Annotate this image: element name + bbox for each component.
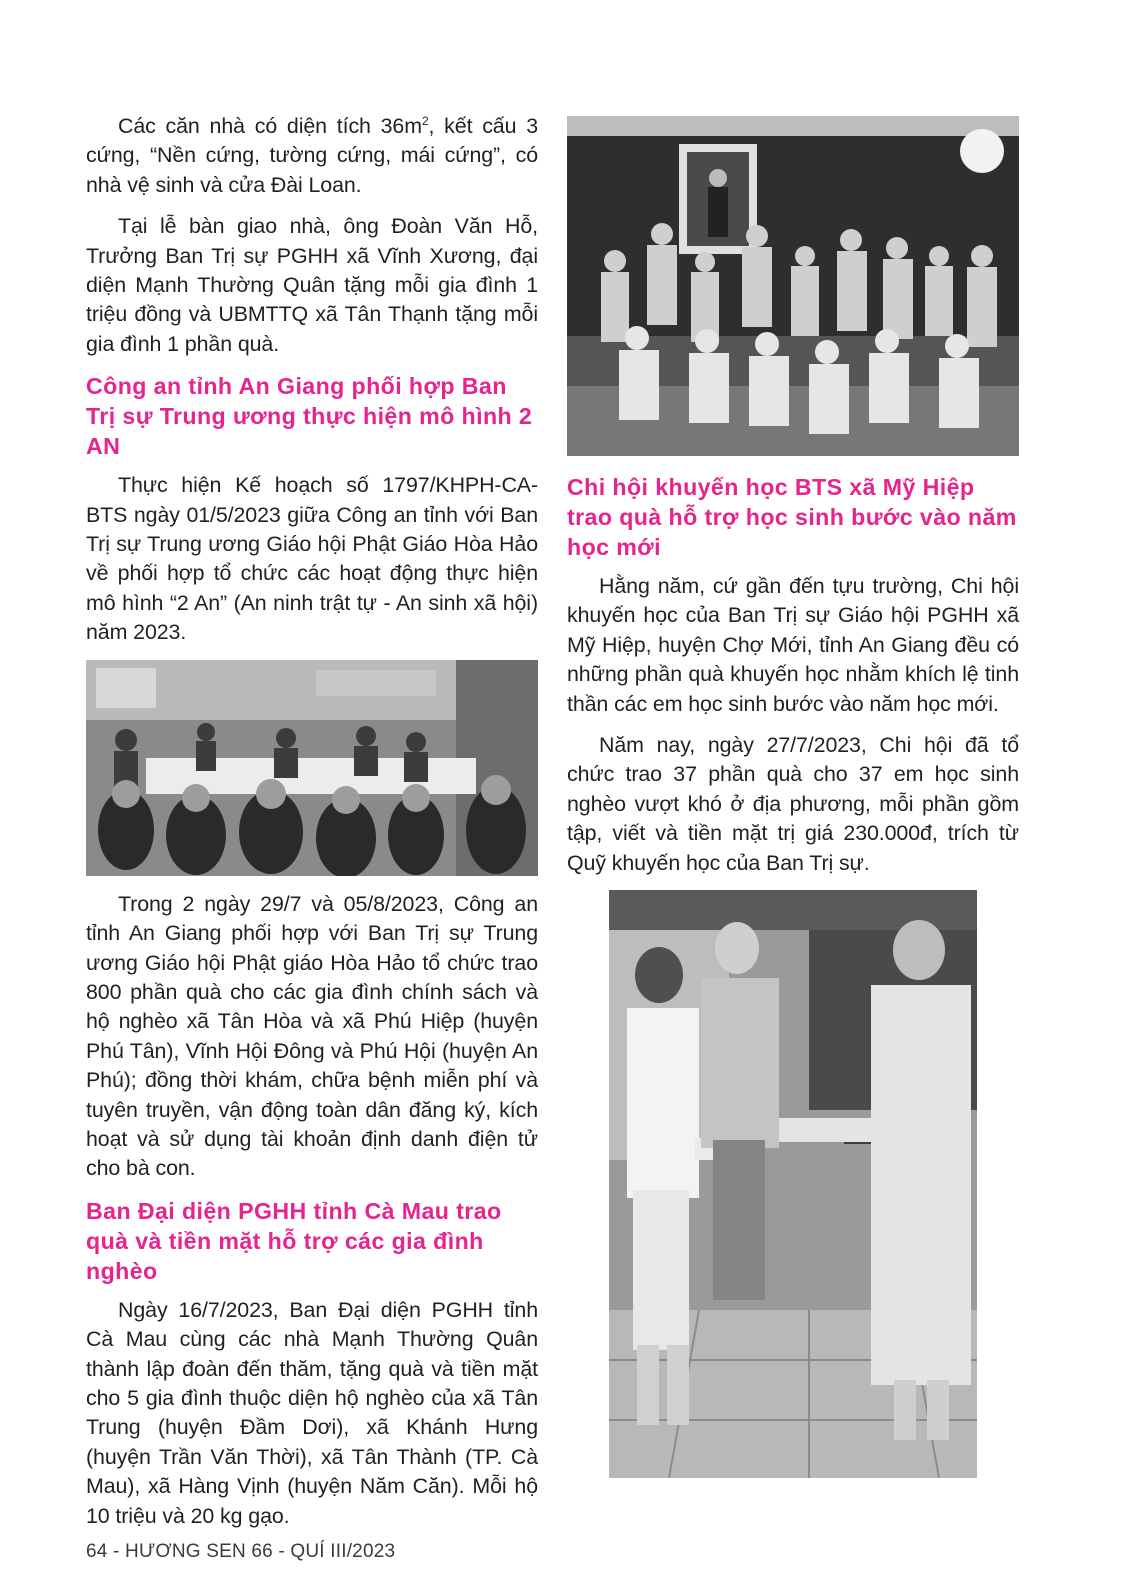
paragraph-plan: Thực hiện Kế hoạch số 1797/KHPH-CA-BTS ngày 01/5/2023 giữa Công an tỉnh với Ban Trị sự Trung ương Giáo hội Phật Giáo Hòa Hảo về phối hợp tổ chức các hoạt động thực hiện mô hình “2 An” (An ninh trật tự - An sinh xã hội) năm 2023. <box>86 473 538 645</box>
photo-gift-event <box>86 660 538 876</box>
heading-police-2an: Công an tỉnh An Giang phối hợp Ban Trị sự Trung ương thực hiện mô hình 2 AN <box>86 373 533 460</box>
heading-ca-mau: Ban Đại diện PGHH tỉnh Cà Mau trao quà và tiền mặt hỗ trợ các gia đình nghèo <box>86 1197 502 1284</box>
superscript: 2 <box>421 113 429 128</box>
photo-group <box>567 116 1019 456</box>
page-footer: 64 - HƯƠNG SEN 66 - QUÍ III/2023 <box>86 1541 396 1562</box>
paragraph-house-area <box>86 112 538 200</box>
paragraph-annual: Hằng năm, cứ gần đến tựu trường, Chi hội khuyến học của Ban Trị sự Giáo hội PGHH xã Mỹ Hiệp, huyện Chợ Mới, tỉnh An Giang đều có những phần quà khuyến học nhằm khích lệ tinh thần các em học sinh bước vào năm học mới. <box>567 574 1019 716</box>
right-column <box>567 112 1019 1478</box>
paragraph-this-year: Năm nay, ngày 27/7/2023, Chi hội đã tổ chức trao 37 phần quà cho 37 em học sinh nghèo vượt khó ở địa phương, mỗi phần gồm tập, viết và tiền mặt trị giá 230.000đ, trích từ Quỹ khuyến học của Ban Trị sự. <box>567 733 1019 875</box>
paragraph-handover: Tại lễ bàn giao nhà, ông Đoàn Văn Hỗ, Trưởng Ban Trị sự PGHH xã Vĩnh Xương, đại diện Mạnh Thường Quân tặng mỗi gia đình 1 triệu đồng và UBMTTQ xã Tân Thạnh tặng mỗi gia đình 1 phần quà. <box>86 214 538 356</box>
paragraph-ca-mau: Ngày 16/7/2023, Ban Đại diện PGHH tỉnh Cà Mau cùng các nhà Mạnh Thường Quân thành lập đoàn đến thăm, tặng quà và tiền mặt cho 5 gia đình thuộc diện hộ nghèo của xã Tân Trung (huyện Đầm Dơi), xã Khánh Hưng (huyện Trần Văn Thời), xã Tân Thành (TP. Cà Mau), xã Hàng Vịnh (huyện Năm Căn). Mỗi hộ 10 triệu và 20 kg gạo. <box>86 1297 538 1528</box>
photo-student-gift <box>609 890 977 1478</box>
left-column <box>86 112 538 1543</box>
paragraph-text: , kết cấu 3 cứng, “Nền cứng, tường cứng, mái cứng”, có nhà vệ sinh và cửa Đài Loan. <box>86 114 538 197</box>
heading-my-hiep: Chi hội khuyến học BTS xã Mỹ Hiệp trao quà hỗ trợ học sinh bước vào năm học mới <box>567 474 1017 560</box>
paragraph-gifts: Trong 2 ngày 29/7 và 05/8/2023, Công an tỉnh An Giang phối hợp với Ban Trị sự Trung ương Giáo hội Phật giáo Hòa Hảo tổ chức trao 800 phần quà cho các gia đình chính sách và hộ nghèo xã Tân Hòa và xã Phú Hiệp (huyện Phú Tân), Vĩnh Hội Đông và Phú Hội (huyện An Phú); đồng thời khám, chữa bệnh miễn phí và tuyên truyền, vận động toàn dân đăng ký, kích hoạt và sử dụng tài khoản định danh điện tử cho bà con. <box>86 891 538 1181</box>
paragraph-text: Các căn nhà có diện tích 36m <box>118 114 422 138</box>
